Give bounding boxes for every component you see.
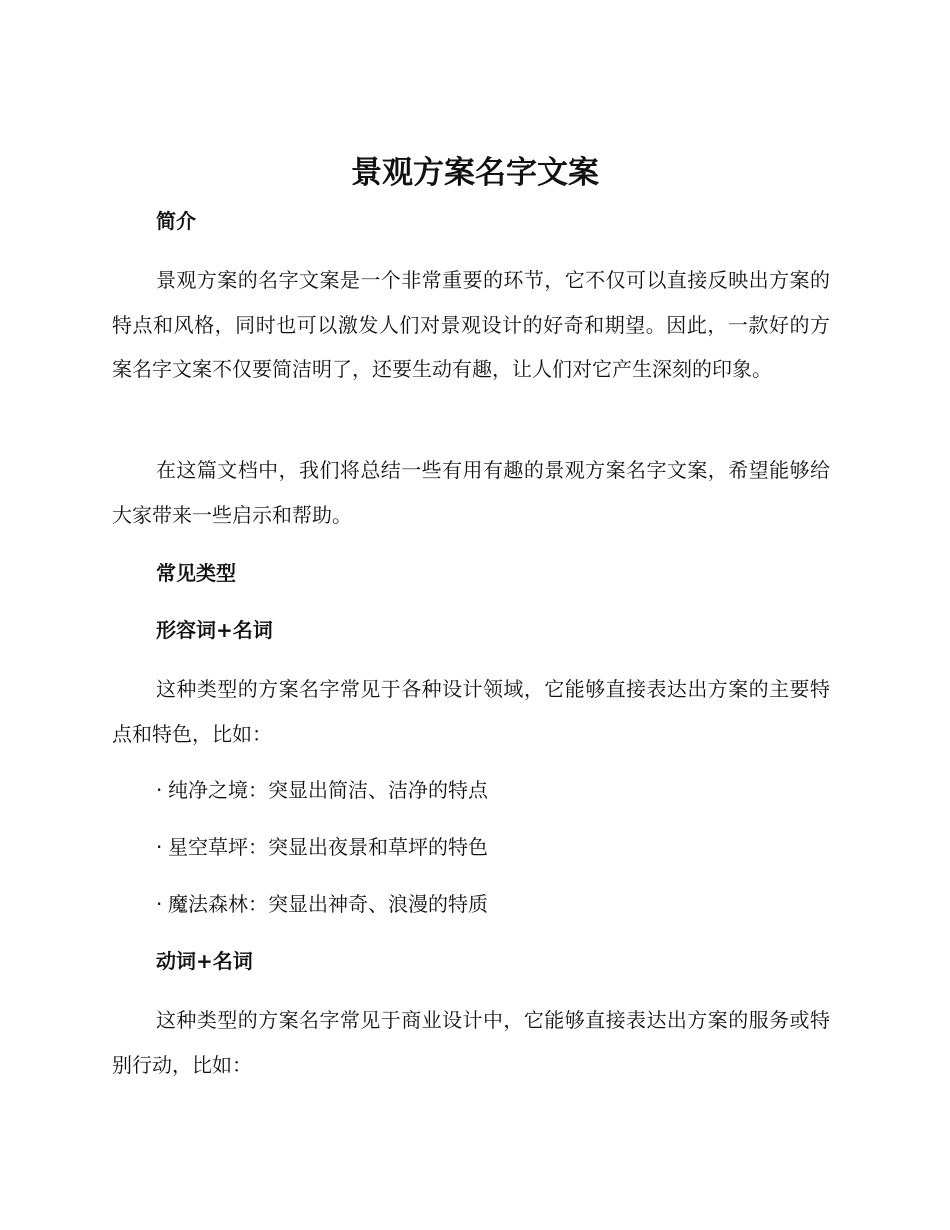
bullet-icon: · [156,892,163,916]
bullet-icon: · [156,778,163,802]
adj-noun-paragraph: 这种类型的方案名字常见于各种设计领域，它能够直接表达出方案的主要特点和特色，比如： [112,677,830,746]
list-item-text: 星空草坪：突显出夜景和草坪的特色 [168,835,488,859]
adj-noun-heading: 形容词+名词 [156,618,273,642]
types-heading: 常见类型 [156,561,236,585]
list-item-text: 纯净之境：突显出简洁、洁净的特点 [168,778,488,802]
intro-paragraph-2: 在这篇文档中，我们将总结一些有用有趣的景观方案名字文案，希望能够给大家带来一些启示和帮助。 [112,458,830,527]
list-item [156,889,488,919]
list-item [156,775,488,805]
verb-noun-paragraph: 这种类型的方案名字常见于商业设计中，它能够直接表达出方案的服务或特别行动，比如： [112,1008,830,1077]
bullet-icon: · [156,835,163,859]
document-title: 景观方案名字文案 [351,155,599,191]
intro-paragraph-1: 景观方案的名字文案是一个非常重要的环节，它不仅可以直接反映出方案的特点和风格，同时也可以激发人们对景观设计的好奇和期望。因此，一款好的方案名字文案不仅要简洁明了，还要生动有趣，让人们对它产生深刻的印象。 [112,268,830,381]
verb-noun-heading: 动词+名词 [156,949,253,973]
list-item [156,832,488,862]
list-item-text: 魔法森林：突显出神奇、浪漫的特质 [168,892,488,916]
intro-heading: 简介 [156,209,196,233]
